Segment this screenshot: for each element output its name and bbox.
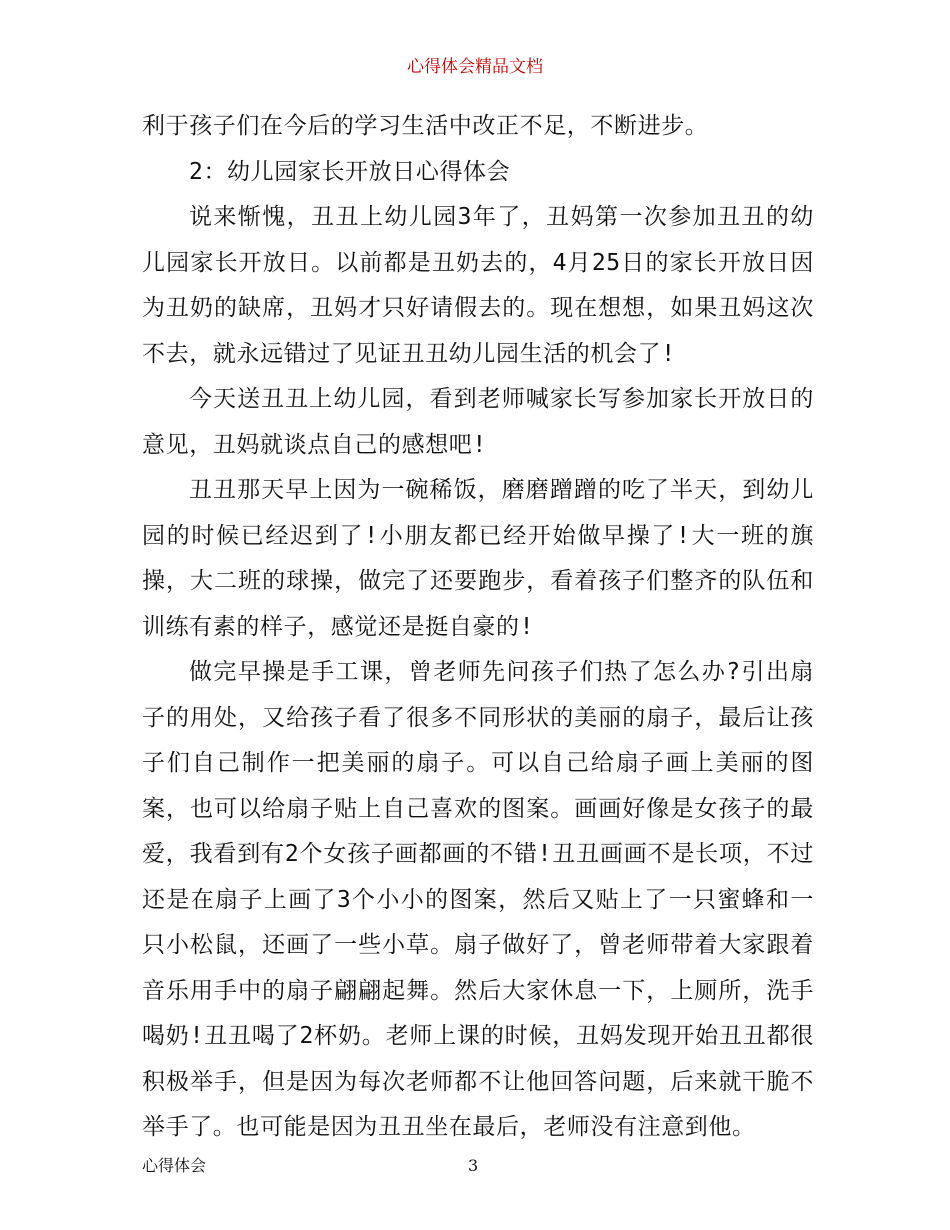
paragraph: 丑丑那天早上因为一碗稀饭，磨磨蹭蹭的吃了半天，到幼儿园的时候已经迟到了!小朋友都已经开始做早操了!大一班的旗操，大二班的球操，做完了还要跑步，看着孩子们整齐的队伍和训练有素的样子，感觉还是挺自豪的!: [142, 477, 814, 640]
paragraph: 说来惭愧，丑丑上幼儿园3年了，丑妈第一次参加丑丑的幼儿园家长开放日。以前都是丑奶去的，4月25日的家长开放日因为丑奶的缺席，丑妈才只好请假去的。现在想想，如果丑妈这次不去，就永远错过了见证丑丑幼儿园生活的机会了!: [142, 204, 814, 367]
page-number: 3: [468, 1156, 479, 1175]
paragraph: 今天送丑丑上幼儿园，看到老师喊家长写参加家长开放日的意见，丑妈就谈点自己的感想吧!: [142, 386, 814, 458]
document-body: [142, 104, 814, 1151]
section-heading: 2：幼儿园家长开放日心得体会: [189, 158, 511, 185]
page-header-title: 心得体会精品文档: [407, 57, 543, 77]
paragraph: 做完早操是手工课，曾老师先问孩子们热了怎么办?引出扇子的用处，又给孩子看了很多不同形状的美丽的扇子，最后让孩子们自己制作一把美丽的扇子。可以自己给扇子画上美丽的图案，也可以给扇子贴上自己喜欢的图案。画画好像是女孩子的最爱，我看到有2个女孩子画都画的不错!丑丑画画不是长项，不过还是在扇子上画了3个小小的图案，然后又贴上了一只蜜蜂和一只小松鼠，还画了一些小草。扇子做好了，曾老师带着大家跟着音乐用手中的扇子翩翩起舞。然后大家休息一下，上厕所，洗手喝奶!丑丑喝了2杯奶。老师上课的时候，丑妈发现开始丑丑都很积极举手，但是因为每次老师都不让他回答问题，后来就干脆不举手了。也可能是因为丑丑坐在最后，老师没有注意到他。: [142, 659, 814, 1140]
paragraph-continuation: 利于孩子们在今后的学习生活中改正不足，不断进步。: [142, 113, 709, 139]
footer-label: 心得体会: [142, 1156, 207, 1175]
